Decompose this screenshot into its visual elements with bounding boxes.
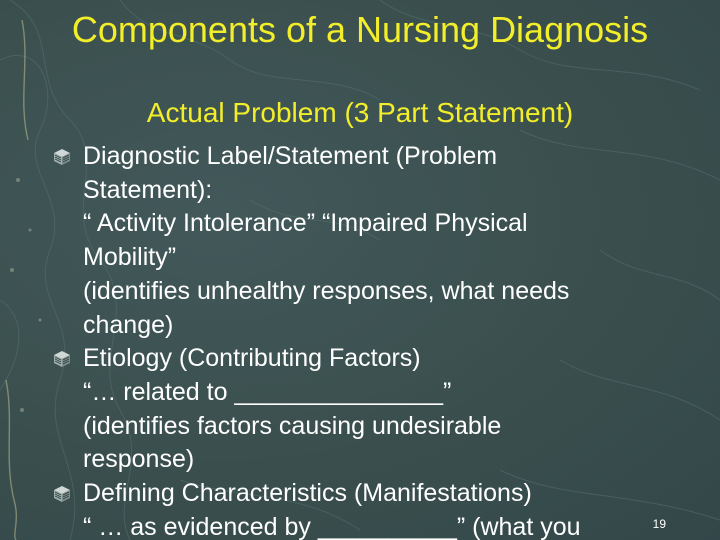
bullet-list bbox=[52, 140, 652, 540]
hatched-cube-icon bbox=[52, 147, 72, 167]
bullet-line: “… related to _______________” bbox=[83, 377, 452, 406]
bullet-line: “ … as evidenced by __________” (what you bbox=[83, 512, 581, 540]
bullet-line: Diagnostic Label/Statement (Problem bbox=[83, 142, 498, 170]
page-number: 19 bbox=[652, 517, 666, 531]
bullet-line: “ Activity Intolerance” “Impaired Physical bbox=[83, 209, 528, 238]
bullet-item bbox=[52, 342, 652, 477]
bullet-item bbox=[52, 477, 652, 540]
bullet-line: change) bbox=[83, 310, 174, 339]
bullet-line: (identifies unhealthy responses, what needs bbox=[83, 276, 570, 305]
bullet-line: Statement): bbox=[83, 175, 213, 204]
bullet-line: (identifies factors causing undesirable bbox=[83, 411, 502, 440]
slide-subtitle: Actual Problem (3 Part Statement) bbox=[146, 97, 574, 128]
bullet-line: Etiology (Contributing Factors) bbox=[83, 344, 421, 373]
bullet-line: Defining Characteristics (Manifestations) bbox=[83, 479, 532, 508]
hatched-cube-icon bbox=[52, 484, 72, 504]
bullet-line: response) bbox=[83, 445, 195, 474]
hatched-cube-icon bbox=[52, 349, 72, 369]
bullet-item bbox=[52, 140, 652, 342]
slide-title: Components of a Nursing Diagnosis bbox=[71, 9, 649, 50]
bullet-line: Mobility” bbox=[83, 243, 177, 272]
